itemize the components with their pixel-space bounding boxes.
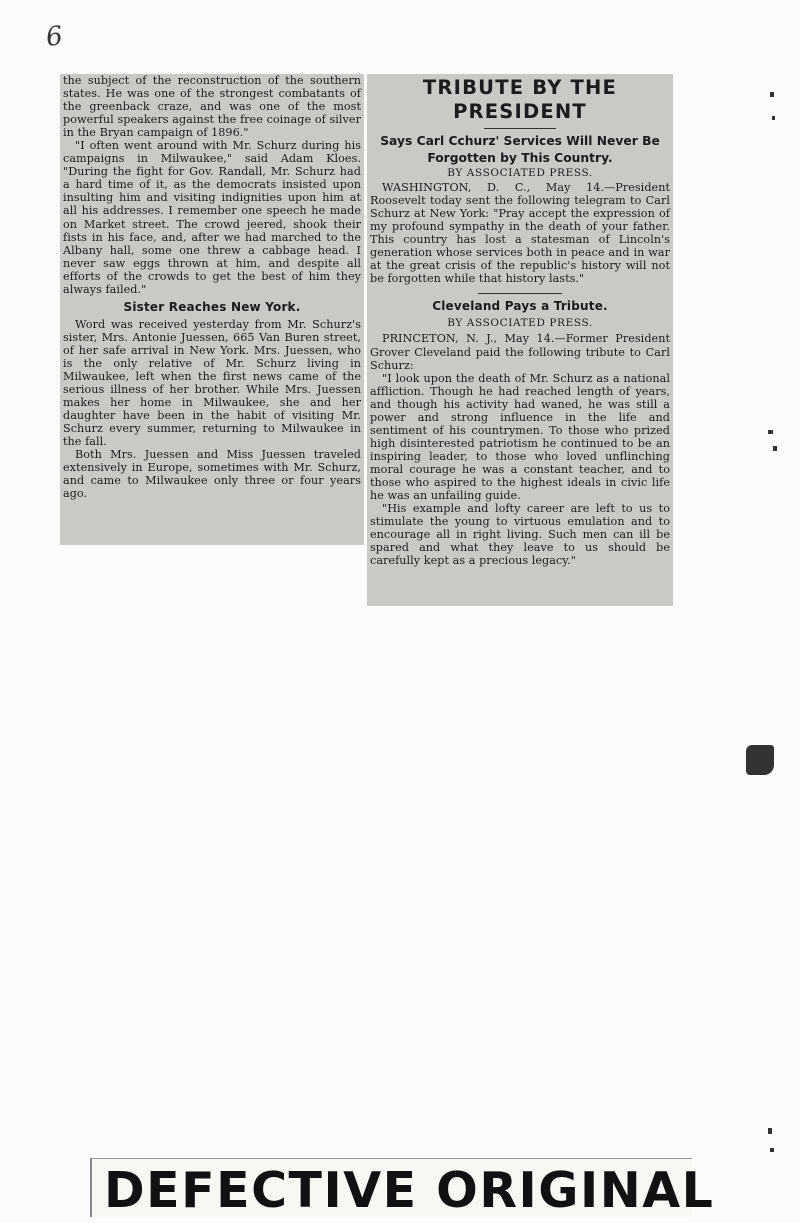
scan-speck: [770, 1148, 774, 1152]
page-number: 6: [43, 20, 65, 54]
byline-2: BY ASSOCIATED PRESS.: [447, 317, 593, 330]
left-paragraph-1: the subject of the reconstruction of the southern states. He was one of the strongest combatants of the greenback craze, and was one of the most powerful speakers against the free coinage of silver in the Bryan campaign of 1896.": [63, 74, 361, 140]
dispatch-princeton: PRINCETON, N. J., May 14.—Former President Grover Cleveland paid the following tribute to Carl Schurz:: [370, 332, 670, 372]
left-column-text: [63, 74, 361, 501]
cleveland-quote-1: "I look upon the death of Mr. Schurz as a national affliction. Though he had reached length of years, and though his activity had waned, he was still a power and strong influence in the life and sentiment of his countrymen. To those who prized high disinterested patriotism he continued to be an inspiring leader, to those who loved unflinching moral courage he was a constant teacher, and to those who aspired to the highest ideals in civic life he was an unfailing guide.: [370, 371, 670, 503]
article-deck: Says Carl Cchurz' Services Will Never Be Forgotten by This Country.: [380, 134, 660, 165]
byline-1: BY ASSOCIATED PRESS.: [447, 167, 593, 179]
left-clipping: [60, 74, 364, 545]
title-rule: [484, 128, 556, 129]
section-rule: [478, 293, 562, 294]
article-title: TRIBUTE BY THE PRESIDENT: [422, 76, 618, 123]
scan-speck: [772, 116, 775, 120]
scan-speck: [773, 446, 777, 451]
left-paragraph-3: Word was received yesterday from Mr. Schurz's sister, Mrs. Antonie Juessen, 665 Van Buren street, of her safe arrival in New York. Mrs. Juessen, who is the only relative of Mr. Schurz living in Milwaukee, left when the first news came of the serious illness of her brother. While Mrs. Juessen makes her home in Milwaukee, she and her daughter have been in the habit of visiting Mr. Schurz every summer, returning to Milwaukee in the fall.: [63, 317, 361, 449]
scan-speck: [746, 745, 774, 775]
right-subhead: Cleveland Pays a Tribute.: [432, 299, 608, 314]
left-paragraph-4: Both Mrs. Juessen and Miss Juessen traveled extensively in Europe, sometimes with Mr. Schurz, and came to Milwaukee only three or four years ago.: [63, 448, 361, 501]
scan-speck: [768, 430, 773, 434]
cleveland-quote-2: "His example and lofty career are left to us to stimulate the young to virtuous emulation and to encourage all in right living. Such men can ill be spared and what they leave to us should be carefully kept as a precious legacy.": [370, 502, 670, 568]
defective-original-stamp: DEFECTIVE ORIGINAL: [104, 1162, 715, 1219]
scan-speck: [768, 1128, 772, 1134]
left-subhead: Sister Reaches New York.: [123, 299, 301, 314]
scan-speck: [770, 92, 774, 97]
left-paragraph-2: "I often went around with Mr. Schurz during his campaigns in Milwaukee," said Adam Kloes. "During the fight for Gov. Randall, Mr. Schurz had a hard time of it, as the democrats insisted upon insulting him and visiting indignities upon him at all his addresses. I remember one speech he made on Market street. The crowd jeered, shook their fists in his face, and, after we had marched to the Albany hall, some one threw a cabbage head. I never saw eggs thrown at him, and despite all efforts of the crowds to get the best of him they always failed.": [63, 139, 361, 296]
dispatch-washington: WASHINGTON, D. C., May 14.—President Roosevelt today sent the following telegram to Carl Schurz at New York: "Pray accept the expression of my profound sympathy in the death of your father. This country has lost a statesman of Lincoln's generation whose services both in peace and in war at the great crisis of the republic's history will not be forgotten while that history lasts.": [370, 181, 670, 286]
right-clipping: [367, 74, 673, 606]
right-column-text: [370, 181, 670, 567]
